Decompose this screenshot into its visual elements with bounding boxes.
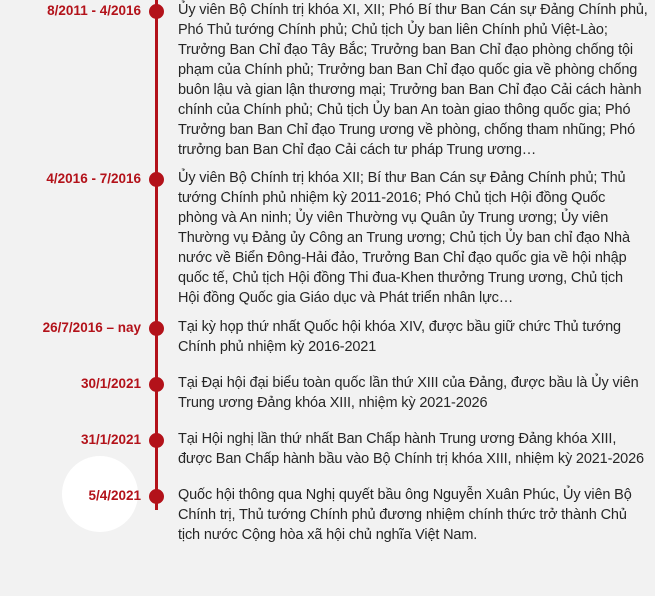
timeline-dot — [149, 433, 164, 448]
entry-date: 30/1/2021 — [80, 376, 141, 391]
entry-date: 31/1/2021 — [80, 432, 141, 447]
timeline-dot — [149, 489, 164, 504]
timeline-dot — [149, 172, 164, 187]
entry-description: Tại Đại hội đại biểu toàn quốc lần thứ XIII của Đảng, được bầu là Ủy viên Trung ương Đảng khóa XIII, nhiệm kỳ 2021-2026 — [178, 375, 639, 411]
entry-description: Quốc hội thông qua Nghị quyết bầu ông Nguyễn Xuân Phúc, Ủy viên Bộ Chính trị, Thủ tướng Chính phủ đương nhiệm chính thức trở thành Chủ tịch nước Cộng hòa xã hội chủ nghĩa Việt Nam. — [178, 487, 632, 543]
entry-date: 8/2011 - 4/2016 — [47, 3, 141, 18]
entry-description: Ủy viên Bộ Chính trị khóa XII; Bí thư Ban Cán sự Đảng Chính phủ; Thủ tướng Chính phủ nhiệm kỳ 2011-2016; Phó Chủ tịch Hội đồng Quốc phòng và An ninh; Ủy viên Thường vụ Quân ủy Trung ương; Ủy viên Thường vụ Đảng ủy Công an Trung ương; Chủ tịch Ủy ban chỉ đạo Nhà nước về Biển Đông-Hải đảo, Trưởng Ban Chỉ đạo quốc gia về hội nhập quốc tế, Chủ tịch Hội đồng Thi đua-Khen thưởng Trung ương, Chủ tịch Hội đồng Quốc gia Giáo dục và Phát triển nhân lực… — [178, 170, 630, 306]
entry-date: 5/4/2021 — [88, 488, 141, 503]
timeline-dot — [149, 321, 164, 336]
entry-description: Tại Hội nghị lần thứ nhất Ban Chấp hành Trung ương Đảng khóa XIII, được Ban Chấp hành bầu vào Bộ Chính trị khóa XIII, nhiệm kỳ 2021-2026 — [178, 431, 644, 467]
entry-date: 4/2016 - 7/2016 — [46, 171, 141, 186]
entry-description: Ủy viên Bộ Chính trị khóa XI, XII; Phó Bí thư Ban Cán sự Đảng Chính phủ, Phó Thủ tướng Chính phủ; Chủ tịch Ủy ban liên Chính phủ Việt-Lào; Trưởng Ban Chỉ đạo Tây Bắc; Trưởng ban Ban Chỉ đạo phòng chống tội phạm của Chính phủ; Trưởng ban Ban Chỉ đạo quốc gia về phòng chống buôn lậu và gian lận thương mại; Trưởng ban Ban Chỉ đạo Cải cách hành chính của Chính phủ; Chủ tịch Ủy ban An toàn giao thông quốc gia; Phó Trưởng ban Ban Chỉ đạo Trung ương về phòng, chống tham nhũng; Phó trưởng ban Ban Chỉ đạo Cải cách tư pháp Trung ương… — [178, 2, 648, 158]
timeline-dot — [149, 377, 164, 392]
entry-date: 26/7/2016 – nay — [42, 320, 141, 335]
entry-description: Tại kỳ họp thứ nhất Quốc hội khóa XIV, được bầu giữ chức Thủ tướng Chính phủ nhiệm kỳ 2016-2021 — [178, 319, 621, 355]
timeline-dot — [149, 4, 164, 19]
